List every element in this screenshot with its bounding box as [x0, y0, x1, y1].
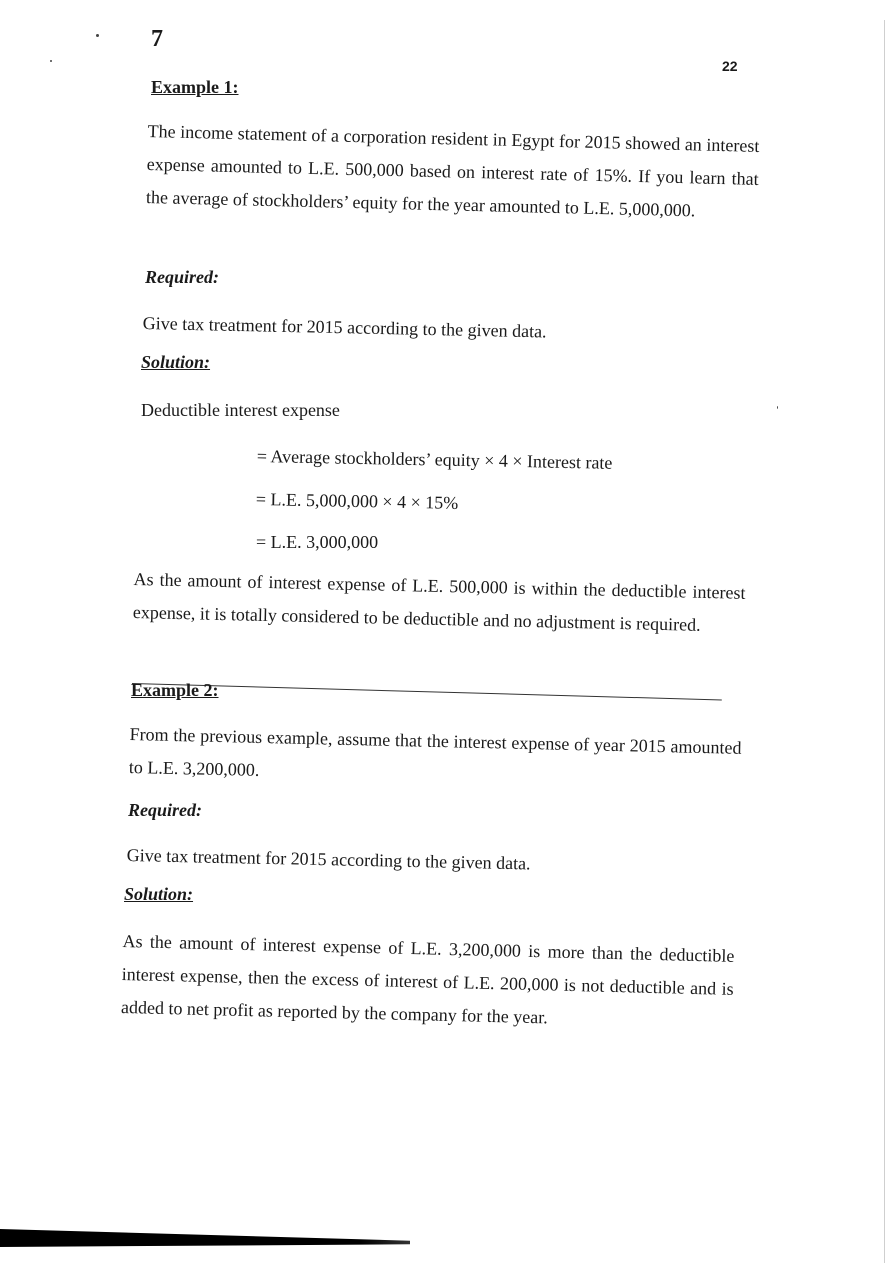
- example2-conclusion: As the amount of interest expense of L.E. 3,200,000 is more than the deductible interest expense, then the excess of interest of L.E. 200,000 is not deductible and is added to net profit as reported by the company for the year.: [120, 930, 735, 1028]
- example2-required-text: Give tax treatment for 2015 according to the given data.: [126, 845, 531, 874]
- equation-line-2: = L.E. 5,000,000 × 4 × 15%: [255, 489, 459, 513]
- example2-problem: From the previous example, assume that the interest expense of year 2015 amounted to L.E. 3,200,000.: [128, 723, 742, 780]
- page-edge-line: [884, 20, 885, 1263]
- scan-speck: [50, 60, 52, 62]
- example1-required-text: Give tax treatment for 2015 according to the given data.: [142, 313, 547, 342]
- section-divider: [132, 683, 722, 700]
- corner-number: 7: [151, 26, 163, 52]
- example1-conclusion: As the amount of interest expense of L.E. 500,000 is within the deductible interest expense, it is totally considered to be deductible and no adjustment is required.: [132, 568, 746, 635]
- scan-speck: [96, 34, 99, 37]
- example1-heading: Example 1:: [151, 77, 239, 97]
- example1-problem: The income statement of a corporation resident in Egypt for 2015 showed an interest expense amounted to L.E. 500,000 based on interest rate of 15%. If you learn that the average of stockholders’ equity for the year amounted to L.E. 5,000,000.: [145, 120, 760, 221]
- scan-bottom-bar: [0, 1229, 410, 1247]
- page-number: 22: [722, 58, 738, 74]
- scan-speck: [777, 406, 778, 409]
- example2-solution-label: Solution:: [124, 884, 194, 904]
- example2-required-label: Required:: [128, 800, 202, 820]
- equation-line-3: = L.E. 3,000,000: [256, 532, 379, 552]
- example1-solution-intro: Deductible interest expense: [141, 400, 340, 420]
- example1-required-label: Required:: [145, 267, 219, 287]
- example1-solution-label: Solution:: [141, 352, 211, 372]
- equation-line-1: = Average stockholders’ equity × 4 × Interest rate: [256, 446, 613, 473]
- example2-heading: Example 2:: [131, 680, 219, 700]
